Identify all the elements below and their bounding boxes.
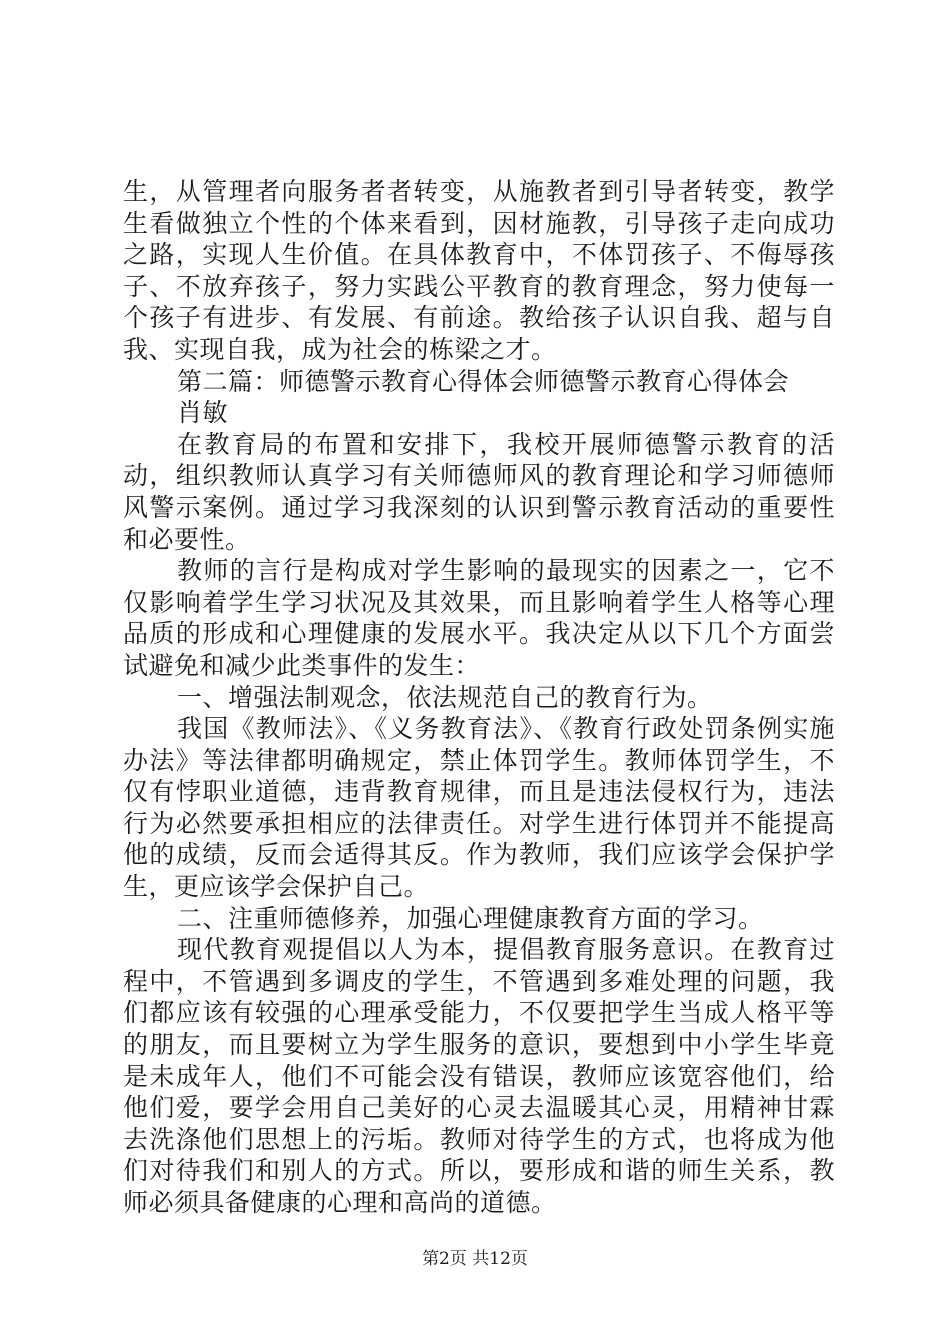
page-number: 第2页 共12页 [422,1249,528,1269]
author-name: 肖敏 [177,398,229,428]
paragraph: 现代教育观提倡以人为本，提倡教育服务意识。在教育过程中，不管遇到多调皮的学生，不管遇到多难处理的问题，我们都应该有较强的心理承受能力，不仅要把学生当成人格平等的朋友，而且要树立为学生服务的意识，要想到中小学生毕竟是未成年人，他们不可能会没有错误，教师应该宽容他们，给他们爱，要学会用自己美好的心灵去温暖其心灵，用精神甘霖去洗涤他们思想上的污垢。教师对待学生的方式，也将成为他们对待我们和别人的方式。所以，要形成和谐的师生关系，教师必须具备健康的心理和高尚的道德。 [123,935,835,1217]
subheading-two: 二、注重师德修养，加强心理健康教育方面的学习。 [177,903,764,933]
paragraph: 我国《教师法》、《义务教育法》、《教育行政处罚条例实施办法》等法律都明确规定，禁止体罚学生。教师体罚学生，不仅有悖职业道德，违背教育规律，而且是违法侵权行为，违法行为必然要承担相应的法律责任。对学生进行体罚并不能提高他的成绩，反而会适得其反。作为教师，我们应该学会保护学生，更应该学会保护自己。 [123,714,835,902]
paragraph: 教师的言行是构成对学生影响的最现实的因素之一，它不仅影响着学生学习状况及其效果，而且影响着学生人格等心理品质的形成和心理健康的发展水平。我决定从以下几个方面尝试避免和减少此类事件的发生： [123,556,835,680]
paragraph: 在教育局的布置和安排下，我校开展师德警示教育的活动，组织教师认真学习有关师德师风的教育理论和学习师德师风警示案例。通过学习我深刻的认识到警示教育活动的重要性和必要性。 [123,429,835,554]
section-heading: 第二篇：师德警示教育心得体会师德警示教育心得体会 [177,366,790,396]
paragraph-continuation: 生，从管理者向服务者者转变，从施教者到引导者转变，教学生看做独立个性的个体来看到，因材施教，引导孩子走向成功之路，实现人生价值。在具体教育中，不体罚孩子、不侮辱孩子、不放弃孩子，努力实践公平教育的教育理念，努力使每一个孩子有进步、有发展、有前途。教给孩子认识自我、超与自我、实现自我，成为社会的栋梁之才。 [123,177,835,364]
document-body [123,176,835,1219]
subheading-one: 一、增强法制观念，依法规范自己的教育行为。 [177,682,713,712]
